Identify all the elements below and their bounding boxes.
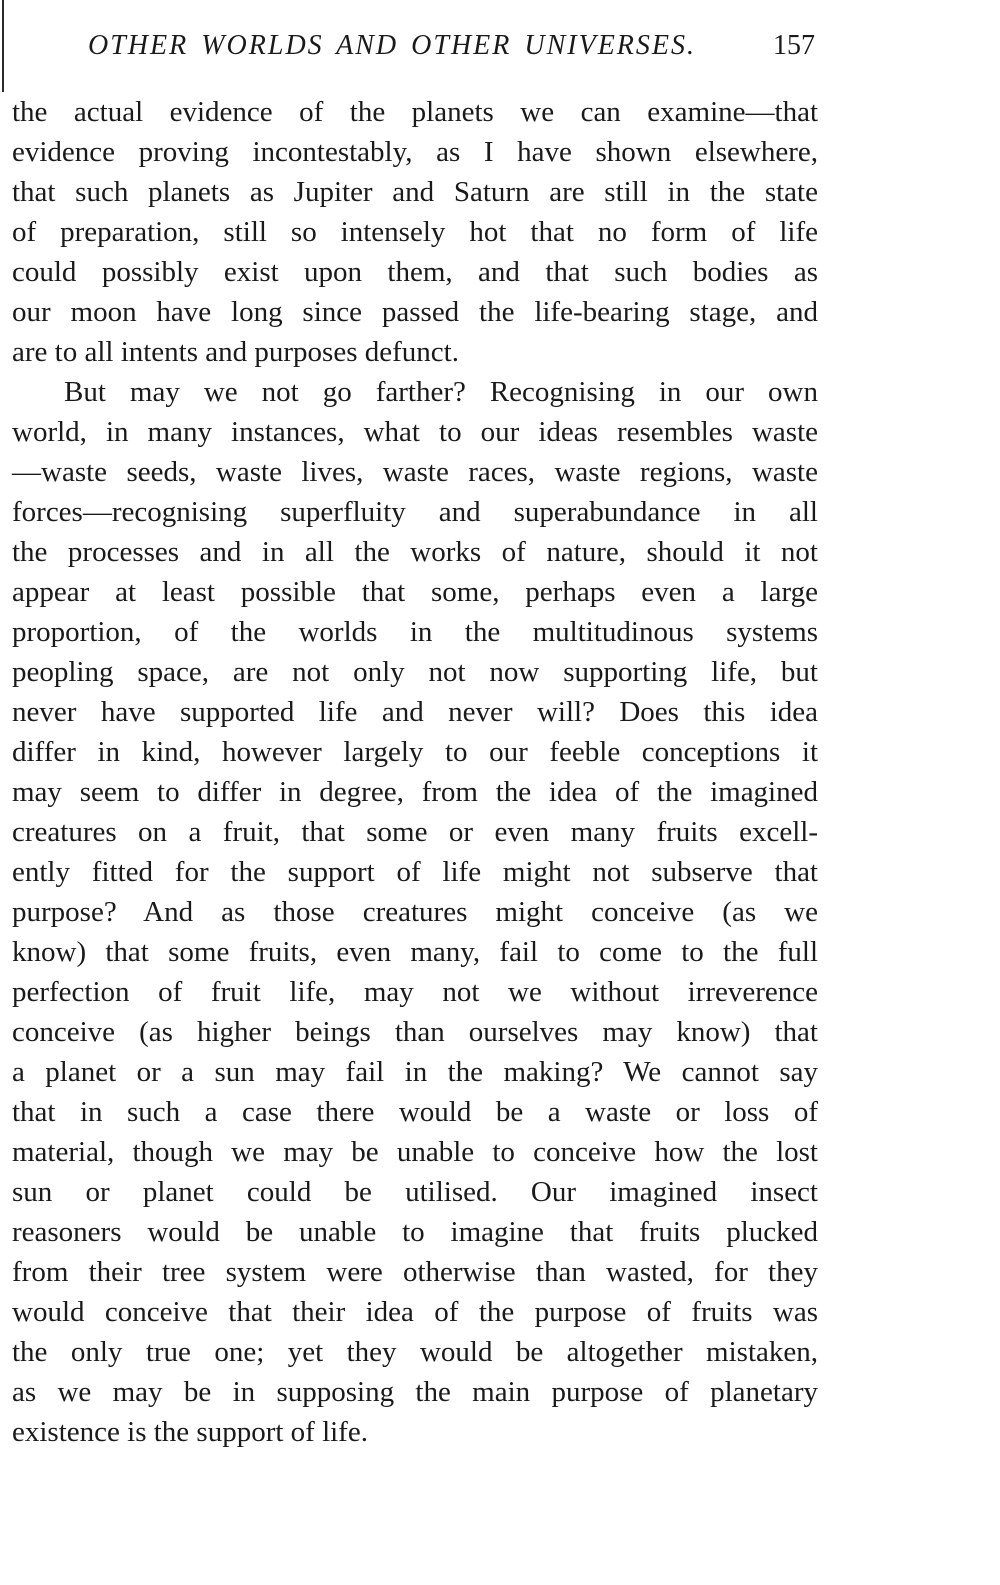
text-line: never have supported life and never will? Does this idea (12, 696, 818, 728)
text-line: our moon have long since passed the life-bearing stage, and (12, 296, 818, 328)
paragraph-2 (12, 372, 818, 1452)
text-line: peopling space, are not only not now supporting life, but (12, 656, 818, 688)
running-title: OTHER WORLDS AND OTHER UNIVERSES. (88, 30, 697, 61)
text-line: of preparation, still so intensely hot that no form of life (12, 216, 818, 248)
text-line: reasoners would be unable to imagine that fruits plucked (12, 1216, 818, 1248)
text-line: existence is the support of life. (12, 1416, 368, 1448)
text-line: proportion, of the worlds in the multitudinous systems (12, 616, 818, 648)
text-body (12, 92, 818, 1452)
text-line: are to all intents and purposes defunct. (12, 336, 459, 368)
text-line: world, in many instances, what to our ideas resembles waste (12, 416, 818, 448)
text-line: sun or planet could be utilised. Our imagined insect (12, 1176, 818, 1208)
paragraph-1 (12, 92, 818, 372)
text-line: as we may be in supposing the main purpose of planetary (12, 1376, 818, 1408)
text-line: from their tree system were otherwise than wasted, for they (12, 1256, 818, 1288)
page-edge-shadow (2, 0, 4, 92)
text-line: that such planets as Jupiter and Saturn are still in the state (12, 176, 818, 208)
page-number: 157 (773, 30, 815, 61)
text-line: know) that some fruits, even many, fail to come to the full (12, 936, 818, 968)
text-line: appear at least possible that some, perhaps even a large (12, 576, 818, 608)
text-line: ently fitted for the support of life might not subserve that (12, 856, 818, 888)
text-line: But may we not go farther? Recognising in our own (64, 376, 818, 408)
text-line: a planet or a sun may fail in the making? We cannot say (12, 1056, 818, 1088)
text-line: the only true one; yet they would be altogether mistaken, (12, 1336, 818, 1368)
running-head (88, 30, 823, 70)
text-line: material, though we may be unable to conceive how the lost (12, 1136, 818, 1168)
text-line: conceive (as higher beings than ourselves may know) that (12, 1016, 818, 1048)
text-line: would conceive that their idea of the purpose of fruits was (12, 1296, 818, 1328)
text-line: forces—recognising superfluity and superabundance in all (12, 496, 818, 528)
text-line: differ in kind, however largely to our feeble conceptions it (12, 736, 818, 768)
text-line: purpose? And as those creatures might conceive (as we (12, 896, 818, 928)
text-line: evidence proving incontestably, as I have shown elsewhere, (12, 136, 818, 168)
text-line: creatures on a fruit, that some or even many fruits excell- (12, 816, 818, 848)
text-line: perfection of fruit life, may not we without irreverence (12, 976, 818, 1008)
text-line: could possibly exist upon them, and that such bodies as (12, 256, 818, 288)
text-line: may seem to differ in degree, from the idea of the imagined (12, 776, 818, 808)
text-line: the processes and in all the works of nature, should it not (12, 536, 818, 568)
text-line: —waste seeds, waste lives, waste races, waste regions, waste (12, 456, 818, 488)
text-line: that in such a case there would be a waste or loss of (12, 1096, 818, 1128)
text-line: the actual evidence of the planets we can examine—that (12, 96, 818, 128)
